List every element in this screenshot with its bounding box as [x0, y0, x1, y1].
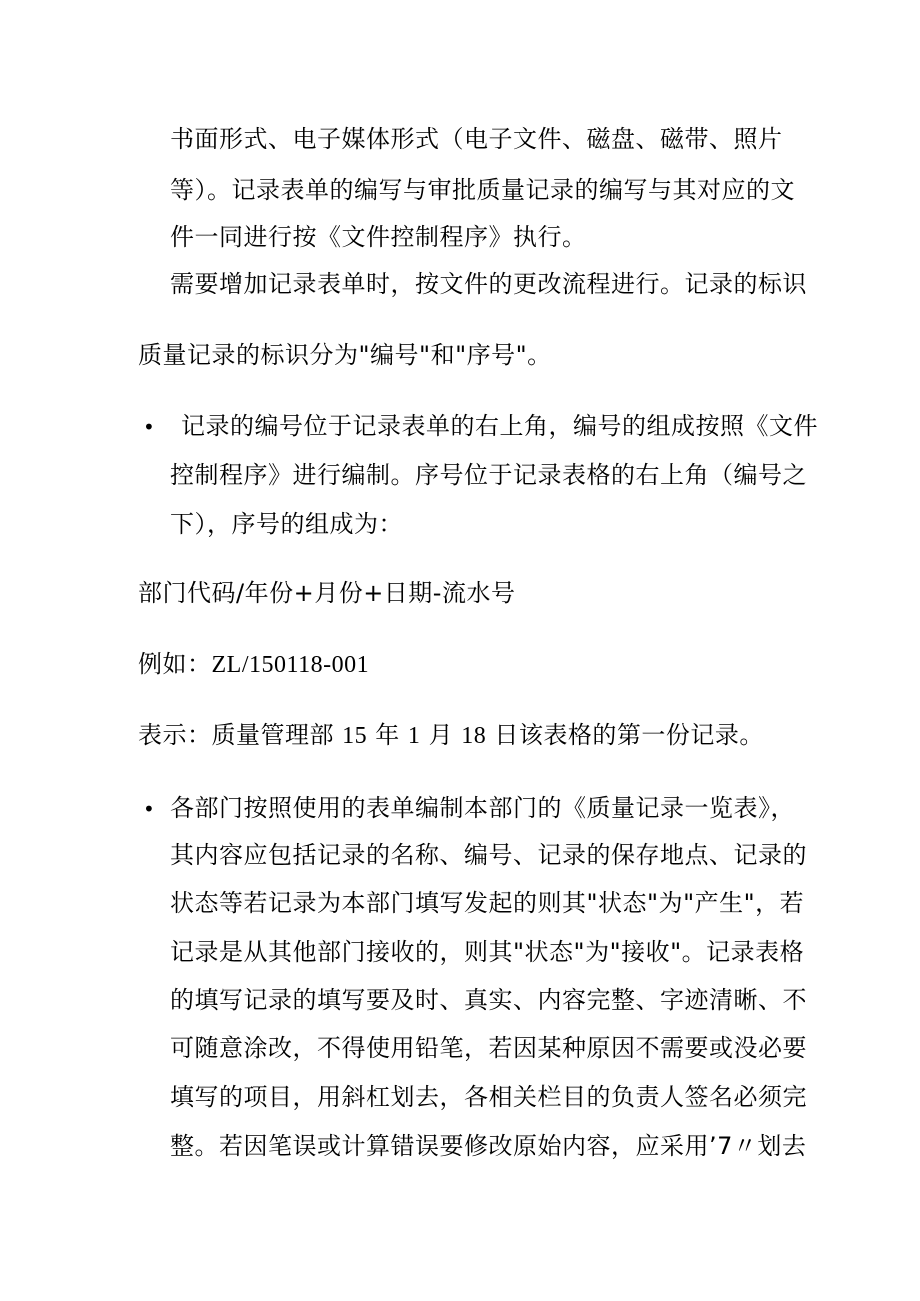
- bullet-marker: •: [143, 415, 155, 439]
- paragraph1-line2: 等）。记录表单的编写与审批质量记录的编写与其对应的文: [170, 176, 795, 204]
- bullet2-line1: 各部门按照使用的表单编制本部门的《质量记录一览表》，: [170, 794, 795, 822]
- bullet1-line3: 下），序号的组成为：: [170, 510, 403, 538]
- meaning-part1: 表示：质量管理部: [138, 721, 334, 749]
- meaning-part4: 日该表格的第一份记录。: [494, 721, 764, 749]
- bullet2-line5: 的填写记录的填写要及时、真实、内容完整、字迹清晰、不: [170, 986, 807, 1014]
- bullet2-line6: 可随意涂改，不得使用铅笔，若因某种原因不需要或没必要: [170, 1034, 807, 1062]
- meaning-line: [138, 720, 764, 751]
- bullet2-line7: 填写的项目，用斜杠划去，各相关栏目的负责人签名必须完: [170, 1083, 807, 1111]
- example-label: 例如：: [138, 650, 212, 678]
- bullet1-line2: 控制程序》进行编制。序号位于记录表格的右上角（编号之: [170, 461, 807, 489]
- bullet2-line2: 其内容应包括记录的名称、编号、记录的保存地点、记录的: [170, 841, 807, 869]
- bullet2-line3: 状态等若记录为本部门填写发起的则其"状态"为"产生"，若: [170, 889, 805, 917]
- meaning-month: 1: [407, 723, 421, 749]
- paragraph1-line3: 件一同进行按《文件控制程序》执行。: [170, 223, 587, 251]
- identification-text: 质量记录的标识分为"编号"和"序号"。: [138, 341, 552, 369]
- meaning-day: 18: [461, 723, 487, 749]
- paragraph1-line1: 书面形式、电子媒体形式（电子文件、磁盘、磁带、照片: [170, 125, 783, 153]
- example-code: ZL/150118-001: [211, 652, 370, 678]
- paragraph2-line1: 需要增加记录表单时，按文件的更改流程进行。记录的标识: [170, 270, 807, 298]
- bullet1-line1: 记录的编号位于记录表单的右上角，编号的组成按照《文件: [181, 412, 818, 440]
- bullet2-line4: 记录是从其他部门接收的，则其"状态"为"接收"。记录表格: [170, 938, 805, 966]
- meaning-part3: 月: [428, 721, 454, 749]
- meaning-year: 15: [342, 723, 368, 749]
- bullet2-line8: 整。若因笔误或计算错误要修改原始内容，应采用’7〃划去: [170, 1132, 807, 1160]
- example-line: [138, 649, 369, 680]
- bullet-marker: •: [143, 797, 155, 821]
- format-text: 部门代码/年份+月份+日期-流水号: [138, 579, 516, 607]
- meaning-part2: 年: [375, 721, 400, 749]
